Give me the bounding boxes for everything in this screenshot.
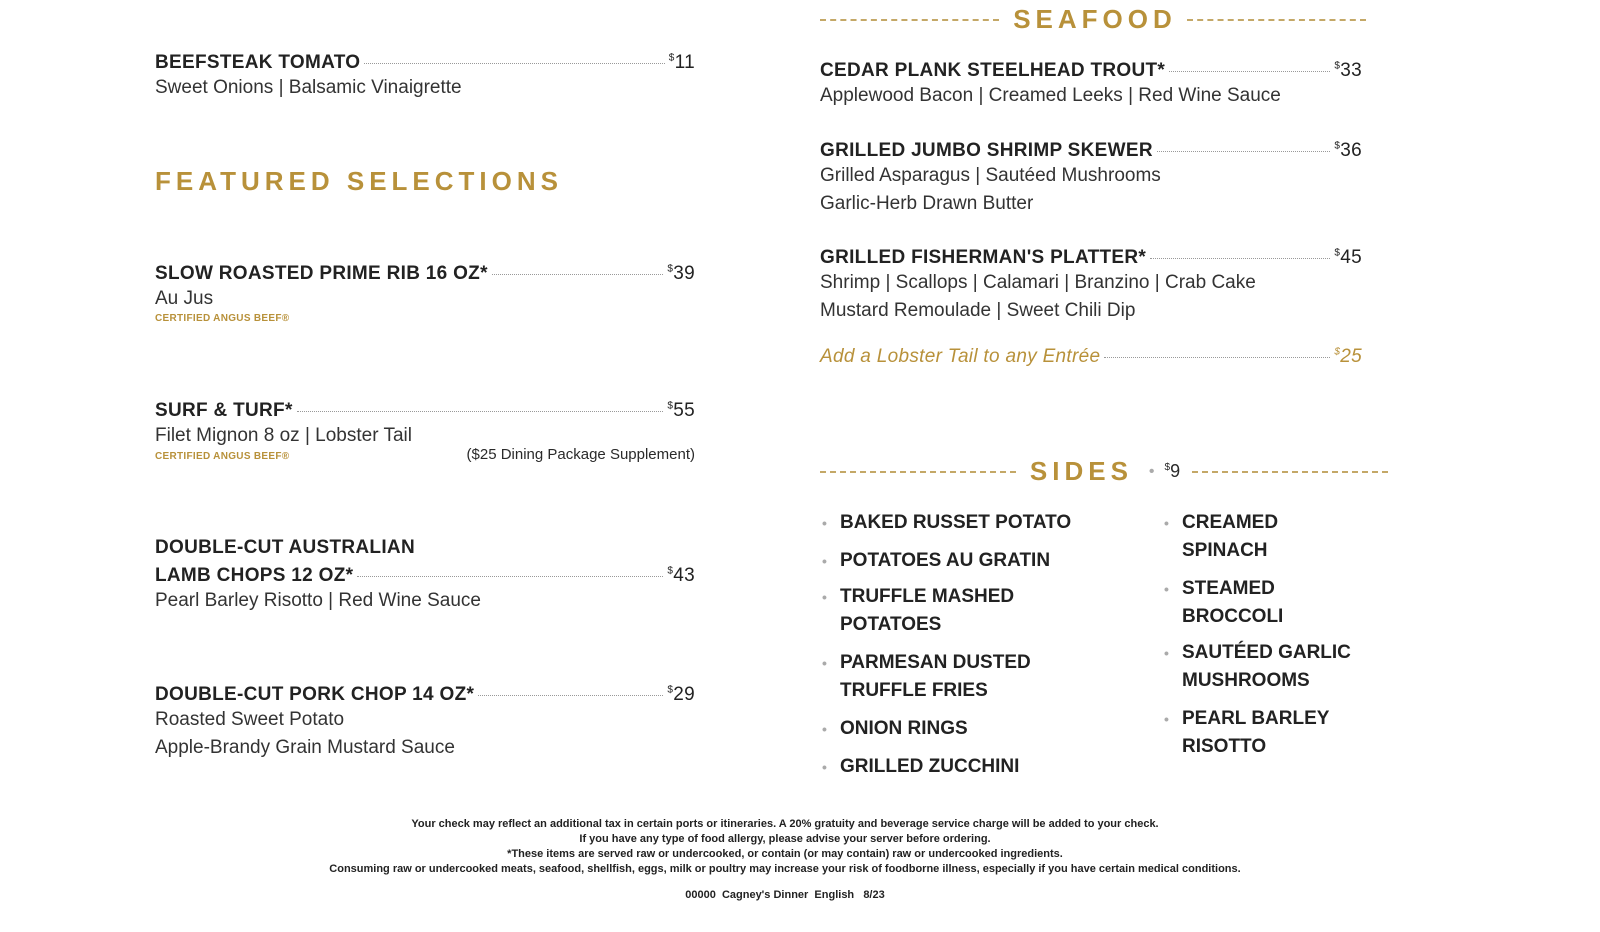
sides-header	[820, 456, 1388, 487]
item-price: $45	[1334, 247, 1362, 268]
item-description: Filet Mignon 8 oz | Lobster Tail	[155, 425, 412, 446]
item-description-2: Apple-Brandy Grain Mustard Sauce	[155, 737, 455, 758]
item-description: Pearl Barley Risotto | Red Wine Sauce	[155, 590, 481, 611]
item-description: Sweet Onions | Balsamic Vinaigrette	[155, 77, 462, 98]
side-item: • PARMESAN DUSTED TRUFFLE FRIES	[822, 649, 1070, 705]
item-description: Grilled Asparagus | Sautéed Mushrooms	[820, 165, 1161, 186]
addon-label: Add a Lobster Tail to any Entrée	[820, 346, 1101, 367]
side-item: • STEAMED BROCCOLI	[1164, 575, 1312, 631]
item-name: GRILLED JUMBO SHRIMP SKEWER	[820, 140, 1153, 161]
item-price: $39	[667, 263, 695, 284]
divider	[820, 471, 1016, 473]
leader-dots	[1169, 71, 1330, 72]
footer-code: 00000 Cagney's Dinner English 8/23	[685, 889, 885, 901]
leader-dots	[478, 695, 663, 696]
divider	[820, 19, 999, 21]
item-price: $33	[1334, 60, 1362, 81]
item-description: Shrimp | Scallops | Calamari | Branzino | Crab Cake	[820, 272, 1256, 293]
item-name: SLOW ROASTED PRIME RIB 16 OZ*	[155, 263, 488, 284]
menu-item	[820, 247, 1362, 325]
item-description-2: Mustard Remoulade | Sweet Chili Dip	[820, 300, 1136, 321]
item-name: SURF & TURF*	[155, 400, 293, 421]
leader-dots	[1157, 151, 1331, 152]
addon-price: $25	[1334, 346, 1362, 367]
side-item: • BAKED RUSSET POTATO	[822, 509, 1130, 537]
footer-line: *These items are served raw or undercooked, or contain (or may contain) raw or undercooked ingredients.	[507, 848, 1063, 860]
side-item: • TRUFFLE MASHED POTATOES	[822, 583, 1060, 639]
footer-line: If you have any type of food allergy, please advise your server before ordering.	[579, 833, 991, 845]
side-item: • PEARL BARLEY RISOTTO	[1164, 705, 1362, 761]
item-name: BEEFSTEAK TOMATO	[155, 52, 361, 73]
item-price: $43	[667, 565, 695, 586]
item-name: GRILLED FISHERMAN'S PLATTER*	[820, 247, 1147, 268]
certified-angus-note: CERTIFIED ANGUS BEEF®	[155, 451, 290, 462]
certified-angus-note: CERTIFIED ANGUS BEEF®	[155, 313, 290, 324]
sides-price: $9	[1164, 461, 1181, 481]
side-item: • SAUTÉED GARLIC MUSHROOMS	[1164, 639, 1372, 695]
featured-selections-heading: FEATURED SELECTIONS	[155, 166, 563, 196]
sides-heading: SIDES	[1029, 456, 1133, 486]
item-price: $11	[668, 52, 695, 73]
menu-item	[155, 400, 695, 463]
supplement-note: ($25 Dining Package Supplement)	[466, 446, 695, 463]
side-item: • ONION RINGS	[822, 715, 1130, 743]
footer-line: Consuming raw or undercooked meats, seafood, shellfish, eggs, milk or poultry may increase your risk of foodborne illness, especially if you have certain medical conditions.	[329, 863, 1241, 875]
item-name: LAMB CHOPS 12 OZ*	[155, 565, 354, 586]
lobster-tail-addon	[820, 346, 1362, 368]
menu-item-beefsteak-tomato	[155, 52, 695, 102]
item-description: Roasted Sweet Potato	[155, 709, 345, 730]
item-description-2: Garlic-Herb Drawn Butter	[820, 193, 1034, 214]
footer-disclaimer	[0, 817, 1570, 877]
divider	[1192, 471, 1388, 473]
separator-dot: •	[1148, 462, 1155, 480]
side-item: • POTATOES AU GRATIN	[822, 547, 1130, 575]
leader-dots	[1104, 357, 1330, 358]
leader-dots	[297, 411, 664, 412]
menu-item	[155, 263, 695, 324]
menu-item	[820, 140, 1362, 218]
divider	[1187, 19, 1366, 21]
item-description: Applewood Bacon | Creamed Leeks | Red Wine Sauce	[820, 85, 1281, 106]
menu-item	[155, 537, 695, 615]
side-item: • CREAMED SPINACH	[1164, 509, 1312, 565]
seafood-heading: SEAFOOD	[1013, 4, 1177, 34]
item-price: $55	[667, 400, 695, 421]
item-price: $36	[1334, 140, 1362, 161]
leader-dots	[1150, 258, 1330, 259]
item-name-line1: DOUBLE-CUT AUSTRALIAN	[155, 537, 415, 558]
menu-item	[820, 60, 1362, 110]
item-description: Au Jus	[155, 288, 214, 309]
leader-dots	[492, 274, 664, 275]
side-item: • GRILLED ZUCCHINI	[822, 753, 1130, 781]
item-name: CEDAR PLANK STEELHEAD TROUT*	[820, 60, 1166, 81]
leader-dots	[357, 576, 663, 577]
leader-dots	[364, 63, 664, 64]
item-name: DOUBLE-CUT PORK CHOP 14 OZ*	[155, 684, 475, 705]
seafood-header	[820, 4, 1366, 35]
item-price: $29	[667, 684, 695, 705]
footer-line: Your check may reflect an additional tax in certain ports or itineraries. A 20% gratuity and beverage service charge will be added to your check.	[411, 818, 1159, 830]
menu-item	[155, 684, 695, 762]
